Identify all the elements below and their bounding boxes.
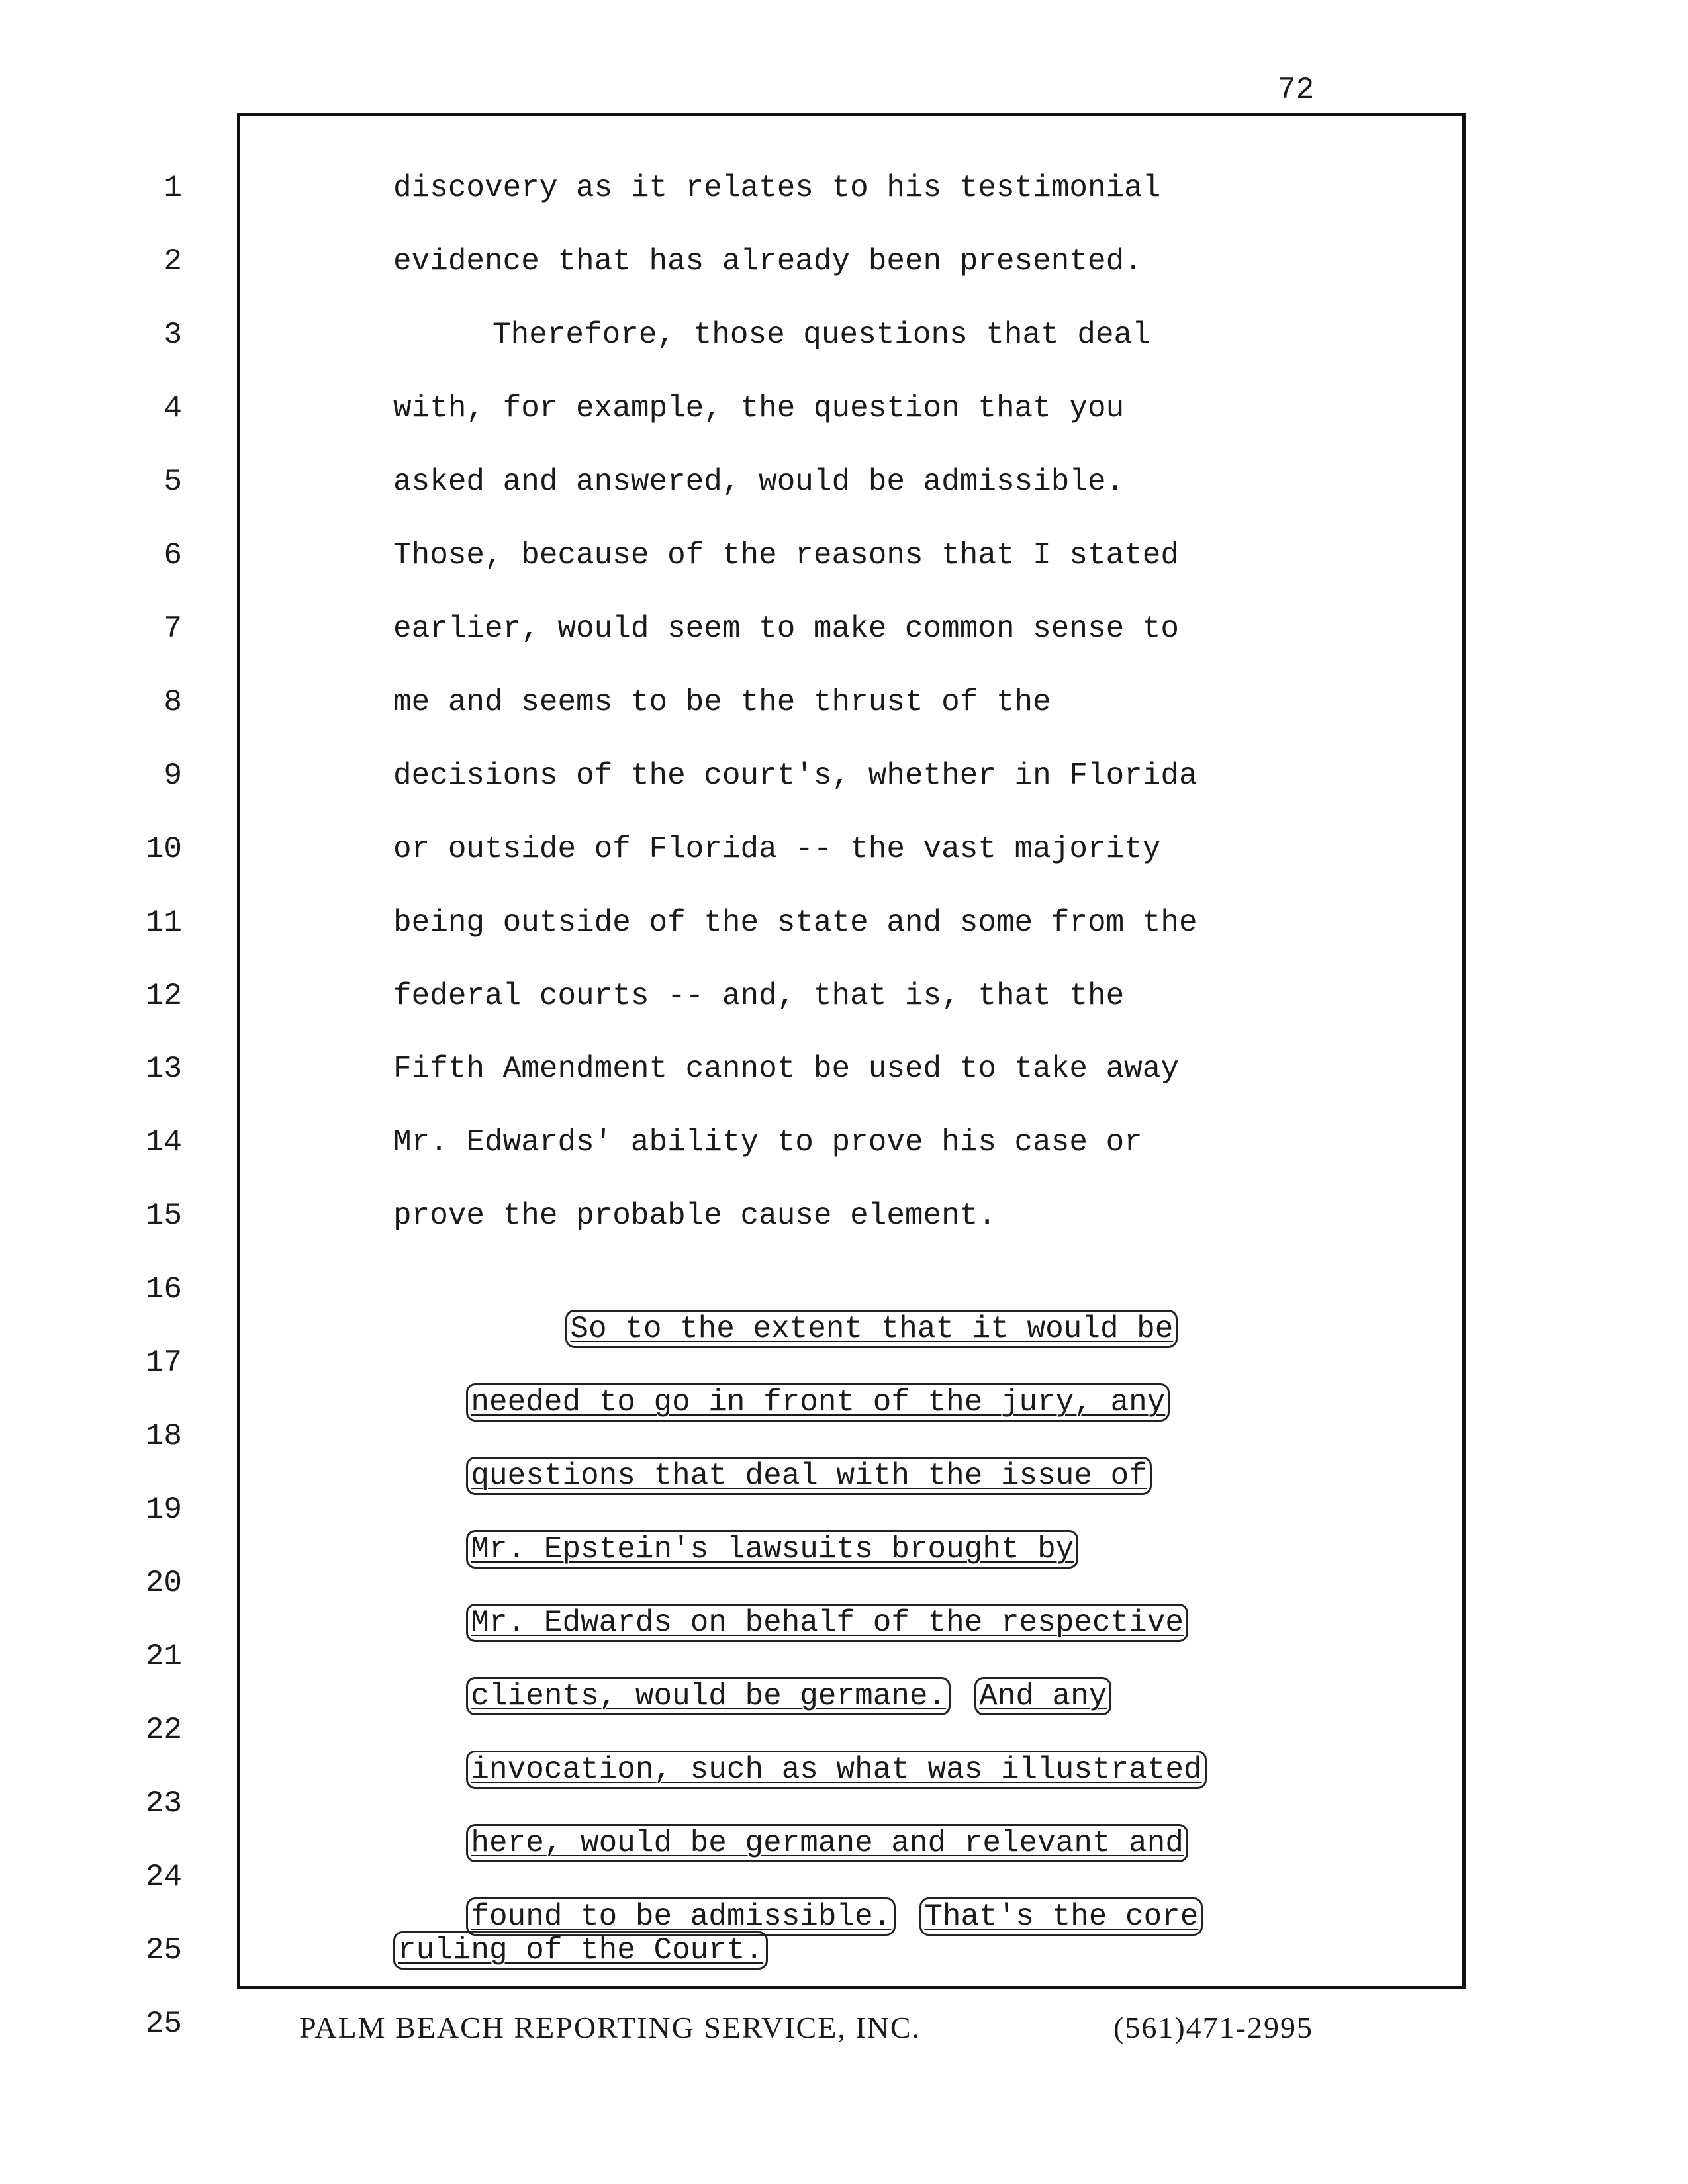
line-number: 15 <box>145 1199 182 1234</box>
transcript-line-highlighted <box>393 1563 1188 1641</box>
line-number: 14 <box>145 1125 182 1160</box>
transcript-line: Therefore, those questions that deal <box>492 317 1150 352</box>
footer-company: PALM BEACH REPORTING SERVICE, INC. <box>299 2011 921 2044</box>
line-number: 7 <box>164 611 182 646</box>
transcript-line-highlighted <box>393 1637 1111 1714</box>
line-number: 18 <box>145 1419 182 1454</box>
line-number: 20 <box>145 1566 182 1601</box>
highlight-segment: Mr. Edwards on behalf of the respective <box>466 1604 1188 1642</box>
line-number: 13 <box>145 1052 182 1087</box>
line-number: 24 <box>145 1859 182 1894</box>
transcript-line: Fifth Amendment cannot be used to take away <box>393 1052 1179 1087</box>
transcript-line: me and seems to be the thrust of the <box>393 684 1051 719</box>
transcript-line: being outside of the state and some from the <box>393 905 1197 940</box>
highlight-segment: So to the extent that it would be <box>565 1310 1178 1348</box>
line-number: 19 <box>145 1492 182 1527</box>
highlight-segment: here, would be germane and relevant and <box>466 1824 1188 1862</box>
transcript-line: asked and answered, would be admissible. <box>393 464 1125 499</box>
line-number: 1 <box>164 171 182 205</box>
highlight-segment: questions that deal with the issue of <box>466 1457 1151 1495</box>
transcript-line: discovery as it relates to his testimonial <box>393 171 1161 205</box>
transcript-line: Those, because of the reasons that I stated <box>393 537 1179 572</box>
transcript-line-highlighted <box>492 1269 1178 1347</box>
transcript-line: with, for example, the question that you <box>393 390 1125 426</box>
page-number: 72 <box>1278 73 1315 107</box>
line-number: 10 <box>145 831 182 866</box>
transcript-line: prove the probable cause element. <box>393 1199 996 1234</box>
line-number: 3 <box>164 317 182 352</box>
line-number: 12 <box>145 978 182 1013</box>
line-number: 25 <box>145 2006 182 2041</box>
footer-phone: (561)471-2995 <box>1113 2011 1313 2044</box>
transcript-line-highlighted <box>393 1416 1152 1494</box>
line-number: 9 <box>164 758 182 793</box>
line-number: 16 <box>145 1272 182 1307</box>
transcript-line: Mr. Edwards' ability to prove his case or <box>393 1125 1143 1160</box>
transcript-line: decisions of the court's, whether in Florida <box>393 758 1197 793</box>
highlight-segment: ruling of the Court. <box>393 1931 768 1970</box>
transcript-line-highlighted <box>393 1343 1170 1420</box>
transcript-line: or outside of Florida -- the vast majority <box>393 831 1161 866</box>
line-number: 2 <box>164 244 182 279</box>
line-number: 11 <box>145 905 182 940</box>
transcript-line-highlighted <box>393 1784 1188 1861</box>
highlight-segment: invocation, such as what was illustrated <box>466 1751 1206 1789</box>
line-number: 22 <box>145 1713 182 1748</box>
line-number: 5 <box>164 464 182 499</box>
highlight-segment: needed to go in front of the jury, any <box>466 1383 1170 1422</box>
transcript-line-highlighted <box>393 1857 1203 1934</box>
highlight-segment: Mr. Epstein's lawsuits brought by <box>466 1530 1078 1569</box>
transcript-line-highlighted <box>393 1710 1207 1788</box>
highlight-segment: That's the core <box>919 1897 1203 1936</box>
line-number: 17 <box>145 1345 182 1381</box>
transcript-line: federal courts -- and, that is, that the <box>393 978 1125 1013</box>
line-number: 6 <box>164 537 182 572</box>
transcript-line-highlighted <box>393 1931 768 1970</box>
highlight-segment: clients, would be germane. <box>466 1677 951 1715</box>
transcript-line-highlighted <box>393 1490 1078 1567</box>
line-number: 25 <box>145 1933 182 1968</box>
line-number: 21 <box>145 1639 182 1674</box>
line-number: 23 <box>145 1786 182 1821</box>
line-number: 4 <box>164 390 182 426</box>
line-number: 8 <box>164 684 182 719</box>
transcript-line: earlier, would seem to make common sense to <box>393 611 1179 646</box>
highlight-segment: found to be admissible. <box>466 1897 896 1936</box>
highlight-segment: And any <box>974 1677 1111 1715</box>
transcript-line: evidence that has already been presented. <box>393 244 1143 279</box>
